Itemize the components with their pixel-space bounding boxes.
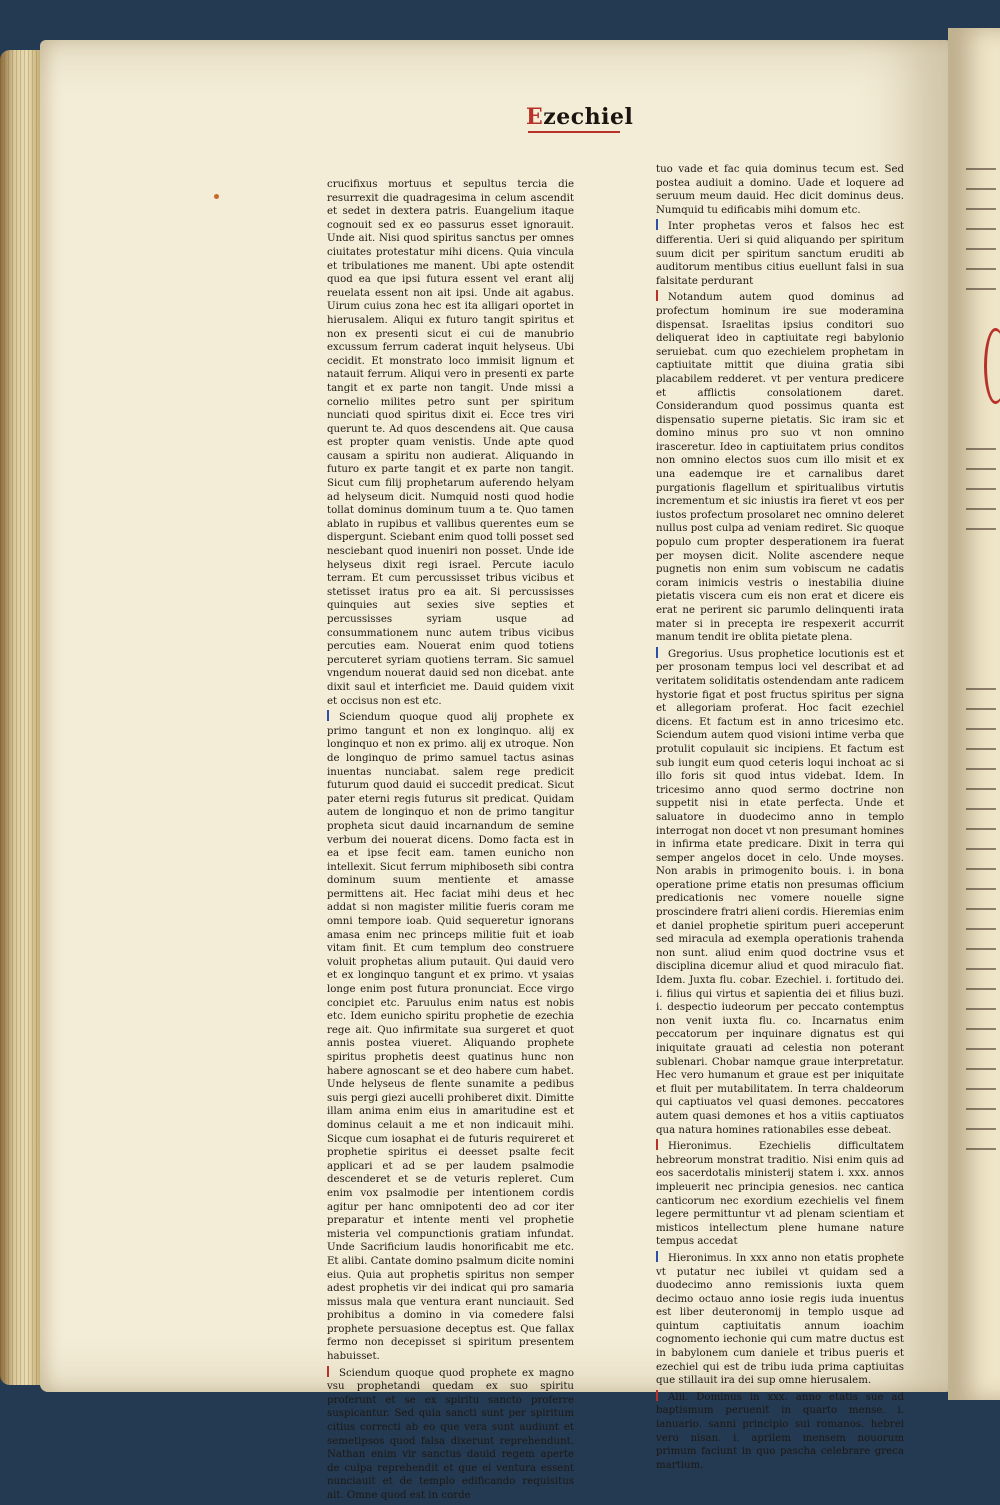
paragraph: crucifixus mortuus et sepultus tercia die resurrexit die quadragesima in celum ascendit et sedet in dextera patris. Euangelium itaque cognouit sed ex eo passurus esset ignorauit. Unde ait. Nisi quod spiritus sanctus per omnes ciuitates protestatur mihi dicens. Quia vincula et tribulationes me manent. Ubi apte ostendit quod ea que ipsi futura essent vel erant alij reuelata essent non ait ipsi. Unde ait agabus. Uirum cuius zona hec est ita alligari oportet in hierusalem. Aliqui ex futuro tangit spiritus et non ex presenti sicut ei cui de manubrio excussum ferrum caderat inquit helyseus. Ubi cecidit. Et monstrato loco immisit lignum et natauit ferrum. Aliqui vero in presenti ex parte tangit et ex parte non tangit. Unde missi a cornelio milites petro sunt per spiritum nunciati quod spiritus dixit ei. Ecce tres viri querunt te. Ad quos descendens ait. Que causa est propter quam venistis. Unde apte quod causam a spiritu non audierat. Aliquando in futuro ex parte tangit et ex parte non tangit. Sicut cum filij prophetarum auferendo helyam ad helyseum dicit. Numquid nosti quod hodie tollat dominus dominum tuum a te. Quo tamen ablato in rupibus et vallibus querentes eum se dispergunt. Sciebant enim quod tolli posset sed nesciebant quod inueniri non posset. Unde ide helyseus dixit regi israel. Percute iaculo terram. Et cum percussisset tribus vicibus et stetisset iratus pro ea ait. Si percussisses quinquies aut sexies sive septies et percussisses syriam usque ad consummationem nunc autem tribus vicibus percuties eam. Nouerat enim quod totiens percuteret syriam quotiens terram. Sic samuel vngendum nouerat dauid sed non dicebat. ante dixit saul et interficiet me. Dauid quidem vixit et occisus non est etc. [327,179,574,707]
paragraph-mark [656,1390,665,1401]
paragraph-text: Gregorius. Usus prophetice locutionis est et per prosonam tempus loci vel describat et ad veritatem soliditatis ostendendam ante radicem hystorie figat et post fructus spiritus per signa et allegoriam proferat. Hoc facit ezechiel dicens. Et factum est in anno tricesimo etc. Sciendum autem quod visioni intime verba que protulit copulauit sic incipiens. Et factum est sub iungit eum quod ceteris loqui inchoat ac si illo foris sit quod intus videbat. Idem. In tricesimo anno quod sermo doctrine non suppetit nisi in etate perfecta. Unde et saluatore in duodecimo anno in templo interrogat non docet vt non presumant homines in infirma etate predicare. Dixit in terra qui semper angelos docet in celo. Unde moyses. Non arabis in primogenito bouis. i. in bona operatione prime etatis non presumas officium predicationis nec vomere nouelle signe proscindere fratri alieni cordis. Hieremias enim et daniel prophetie spiritum pueri acceperunt sed miracula ad exempla operationis trahenda non sunt. aliud enim quod doctrine vsus et disciplina dicemur aliud et quod miraculo fiat. Idem. Juxta flu. cobar. Ezechiel. i. fortitudo dei. i. filius qui virtus et sapientia dei et filius buzi. i. despectio iudeorum per peccato contemptus non venit iuxta flu. co. Incarnatus enim peccatorum per inquinare dignatus est qui iniquitate grauati ad celestia non poterant sublenari. Chobar namque graue interpretatur. Hec vero humanum et graue est per iniquitate et fluit per mutabilitatem. In terra chaldeorum qui captiuatos vel quasi demones. peccatores autem quasi demones et hos a vitiis captiuatos qua natura homines rationabiles esse debeat. [656,648,904,1136]
paragraph-text: Alii. Dominus in xxx. anno etatis sue ad baptismum peruenit in quarto mense. i. ianuario. sanni principio sui romanos. hebrei vero nisan. i. aprilem mensem nouorum primum faciunt in quo pascha celebrare greca martium. [656,1391,904,1471]
paragraph-mark [656,219,665,230]
paragraph-text: Hieronimus. In xxx anno non etatis prophete vt putatur nec iubilei vt quidam sed a duodecimo anno remissionis iuxta quem decimo octauo anno iosie regis iuda inuentus est liber deuteronomij in templo usque ad quintum captiuitatis annum ioachim cognomento iechonie qui cum matre ductus est in babylonem cum daniele et tribus pueris et ezechiel qui est de tribu iuda prima captiuitas que stillauit ira dei sup omne hierusalem. [656,1252,904,1387]
paragraph-mark [656,647,665,658]
paragraph [656,1251,904,1388]
paragraph-text: Notandum autem quod dominus ad profectum hominum ire sue moderamina dispensat. Israelitas ipsius conditori suo deliquerat ideo in captiuitate regi babylonio seruiebat. cum quo ezechielem prophetam in captiuitate mittit que diuina gratia sibi placabilem redderet. vt per ventura predicere et afflictis consolationem daret. Considerandum quod possimus quanta est dispensatio superne pietatis. Sic iram sic et domino minus pro suo vt non omnino irasceretur. Ideo in captiuitatem prius conditos non omnino electos suos cum illo misit et ex una eademque ire et carnalibus daret purgationis flagellum et spiritualibus virtutis incrementum et sic iniustis ira fieret vt eos per iustos profectum prosolaret nec omnino deleret nullus post culpa ad veniam rediret. Sic quoque populo cum propter desperationem ira fuerat per moysen dicit. Nolite ascendere neque pugnetis non enim sum vobiscum ne cadatis coram inimicis vestris o inestabilia diuine pietatis viscera cum eis non erat et dicere eis erat ne perirent sic parumlo delinquenti irata mater si in precepta ire respexerit accurrit manum tendit ire oblita pietate plena. [656,292,904,644]
running-head-initial: E [526,104,544,130]
paragraph [656,290,904,644]
ink-spot [214,194,219,199]
paragraph-mark [656,1251,665,1262]
paragraph [656,1390,904,1473]
paragraph-mark [656,1139,665,1150]
paragraph [656,219,904,288]
paragraph [327,1366,574,1503]
paragraph: tuo vade et fac quia dominus tecum est. Sed postea audiuit a domino. Uade et loquere ad seruum meum dauid. Hec dicit dominus deus. Numquid tu edificabis mihi domum etc. [656,164,904,216]
paragraph-text: Inter prophetas veros et falsos hec est differentia. Ueri si quid aliquando per spiritum suum dicit per spiritum sanctum eruditi ab auditorum mentibus citius euellunt falsi in sua falsitate perdurant [656,221,904,287]
running-head-rest: zechiel [543,104,634,130]
facing-page-fragment [948,28,1000,1400]
right-text-column [656,163,904,1474]
paragraph-text: Sciendum quoque quod alij prophete ex primo tangunt et non ex longinquo. alij ex longinquo et non ex primo. alij ex utroque. Non de longinquo de primo samuel tactus asinas inuentas nunciabat. salem rege predicit futurum quod dauid ei succedit predicat. Sicut pater eterni regis futurus sit predicat. Quidam autem de longinquo et non de primo tangitur propheta sicut dauid incarnandum de semine verbum dei nouerat dicens. Domo facta est in ea et ipse fecit eam. tamen eunicho non intellexit. Sicut ferrum miphiboseth sibi contra dominum suum mentiente et amasse permittens ait. Hec faciat mihi deus et hec addat si non magister militie fueris coram me omni tempore ioab. Quid sequeretur ignorans amasa enim nec princeps militie fuit et ioab vitam finit. Et cum templum deo construere voluit prophetas alium putauit. Qui dauid vero et ex longinquo tangunt et ex primo. vt ysaias longe enim post futura pronunciat. Ecce virgo concipiet etc. Paruulus enim natus est nobis etc. Idem eunicho spiritu prophetie de ezechia rege ait. Quo infirmitate sua surgeret et quot annis postea viueret. Aliquando prophete spiritus prophetis deest quatinus hunc non habere agnoscant se et deo habere cum habet. Unde helyseus de flente sunamite a pedibus suis pergi giezi aucelli prohiberet dixit. Dimitte illam anima enim eius in amaritudine est et dominus celauit a me et non indicauit mihi. Sicque cum iosaphat ei de futuris requireret et prophetie spiritus ei deesset psalte fecit applicari et ad se per laudem psalmodie descenderet et se de veturis repleret. Cum enim vox psalmodie per intentionem cordis agitur per hanc omnipotenti deo ad cor iter preparatur et intente menti vel prophetie misteria vel compunctionis gratiam infundat. Unde Sacrificium laudis honorificabit me etc. Et alibi. Cantate domino psalmum dicite nomini eius. Quia aut prophetis spiritus non semper adest prophetis vir dei indicat qui pro samaria missus mala que ventura erant nunciauit. Sed prohibitus a domino in via comedere falsi prophete persuasione deceptus est. Que fallax fermo non decepisset si spiritum presentem habuisset. [327,712,574,1363]
paragraph-text: Hieronimus. Ezechielis difficultatem hebreorum monstrat traditio. Nisi enim quis ad eos sacerdotalis ministerij statem i. xxx. annos impleuerit nec principia genesios. nec cantica canticorum nec exordium ezechielis vel finem legere permittuntur vt ad plenam scientiam et misticos intellectum plene humane nature tempus accedat [656,1141,904,1248]
paragraph [327,710,574,1364]
left-text-column [327,178,574,1505]
paragraph-mark [656,290,665,301]
paragraph-mark [327,1366,336,1377]
rubric-mark [984,328,1000,404]
paragraph [656,647,904,1137]
paragraph-mark [327,710,336,721]
running-head [526,104,633,130]
running-head-underline [528,131,620,133]
paragraph [656,1139,904,1249]
paragraph-text: Sciendum quoque quod prophete ex magno vsu prophetandi quedam ex suo spiritu proferunt et se ex spiritu sancto proferre suspicantur. Sed quia sancti sunt per spiritum citius correcti ab eo que vera sunt audiunt et semetipsos quod falsa dixerunt reprehendunt. Nathan enim vir sanctus dauid regem aperte de culpa reprehendit et que ei ventura essent nunciauit et de templo edificando requisitus ait. Omne quod est in corde [327,1367,574,1501]
